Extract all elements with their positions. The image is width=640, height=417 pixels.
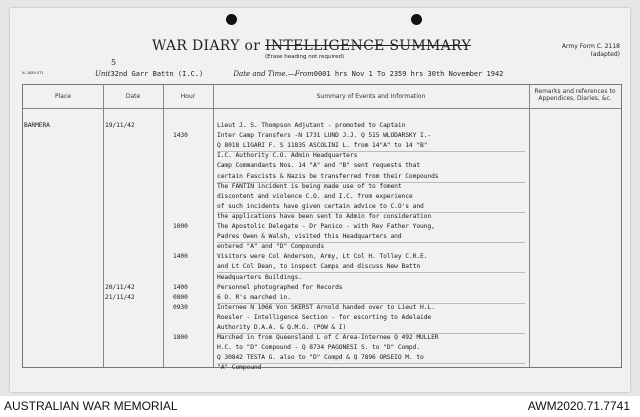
entry-hour: 0930	[173, 303, 188, 311]
form-tag: N. 1859 ST1	[22, 71, 44, 75]
entry-summary: Inter Camp Transfers -N 1731 LUND J.J. Q 515 WLODARSKY I.-	[217, 132, 432, 140]
form-subtitle: (Erase heading not required)	[265, 54, 345, 60]
entry-hour: 0800	[173, 293, 188, 301]
entry-summary: H.C. to "D" Compound - Q 8734 PAGONESI S. to "D" Compd.	[217, 344, 421, 352]
entry-summary: 6 O. R's marched in.	[217, 293, 291, 301]
date-time-label: Date and Time.—From	[233, 70, 314, 78]
entry-hour: 1000	[173, 223, 188, 230]
form-title	[152, 38, 471, 54]
col-header-place: Place	[55, 93, 71, 100]
page-number: 5	[111, 58, 117, 67]
unit-line	[95, 70, 503, 78]
punch-hole	[411, 14, 422, 25]
entry-summary: and Lt Col Dean, to inspect Camps and discuss New Battn	[217, 263, 421, 271]
col-header-summary: Summary of Events and Information	[316, 93, 426, 100]
entry-summary: Q 8018 LIGARI F. S 11835 ASCOLINI L. from 14"A" to 14 "B"	[217, 142, 428, 150]
col-header-date: Date	[125, 93, 141, 100]
entry-hour: 1400	[173, 283, 188, 291]
entry-hour: 1400	[173, 253, 188, 261]
entry-summary: Personnel photographed for Records	[217, 283, 343, 291]
entry-summary: the applications have been sent to Admin for consideration	[217, 212, 432, 220]
title-or: or	[244, 38, 261, 54]
entry-hour: 1800	[173, 334, 188, 342]
entry-summary: Q 30842 TESTA G. also to "D" Compd & Q 7896 ORSEIO M. to	[217, 354, 424, 362]
entry-summary: Lieut J. S. Thompson Adjutant - promoted to Captain	[217, 122, 406, 129]
entry-summary: Padres Owen & Walsh, visited this Headquarters and	[217, 233, 402, 241]
army-form-ref	[562, 43, 620, 59]
entry-summary: Visitors were Col Anderson, Army, Lt Col H. Tolley C.R.E.	[217, 253, 428, 261]
col-header-remarks: Remarks and references to Appendices, Diaries, &c.	[534, 88, 616, 102]
entry-summary: Internee N 1066 Von SKERST Arnold handed over to Lieut H.L.	[217, 303, 435, 311]
col-header-hour: Hour	[180, 93, 196, 100]
entry-summary: Camp Commandants Nos. 14 "A" and "B" sent requests that	[217, 162, 421, 170]
army-form-number: Army Form C. 2118	[561, 43, 620, 50]
archive-reference: AWM2020.71.7741	[527, 399, 630, 413]
entry-summary: discontent and violence C.O. and I.C. from experience	[217, 192, 413, 200]
entry-summary: I.C. Authority C.O. Admin Headquarters	[217, 152, 358, 160]
title-prefix: WAR DIARY	[152, 38, 240, 54]
entry-summary: Authority D.A.A. & Q.M.G. (POW & I)	[217, 324, 347, 331]
entry-summary: Roesler - Intelligence Section - for escorting to Adelaide	[217, 313, 432, 321]
entry-hour: 1430	[173, 132, 188, 140]
diary-entry-row	[23, 362, 621, 374]
entry-summary: Headquarters Buildings.	[217, 273, 302, 281]
header-divider	[23, 108, 621, 109]
entry-summary: entered "A" and "D" Compounds	[217, 243, 325, 251]
entry-date: 20/11/42	[105, 283, 135, 291]
entry-summary: The Apostolic Delegate - Dr Panico - with Rev Father Young,	[217, 223, 435, 230]
entry-summary: "A" Compound	[217, 364, 262, 372]
archive-footer	[0, 396, 640, 417]
entry-summary: Marched in from Queensland L of C Area-Internee Q 492 MULLER	[217, 334, 439, 342]
entry-summary: of such incidents have given certain advice to C.O's and	[217, 202, 424, 210]
entry-date: 21/11/42	[105, 293, 135, 301]
entry-place: BARMERA	[24, 122, 50, 129]
entry-summary: The FANTIN incident is being made use of to foment	[217, 182, 402, 190]
punch-hole	[226, 14, 237, 25]
unit-label: Unit	[95, 70, 111, 78]
unit-value: 32nd Garr Battn (I.C.)	[110, 70, 204, 78]
archive-name: AUSTRALIAN WAR MEMORIAL	[4, 399, 178, 413]
army-form-adapted: (adapted)	[590, 51, 620, 58]
entry-summary: certain Fascists & Nazis be transferred from their Compounds	[217, 172, 439, 180]
date-time-value: 0001 hrs Nov 1 To 2359 hrs 30th November 1942	[313, 70, 504, 78]
title-struck: INTELLIGENCE SUMMARY	[264, 38, 472, 54]
entry-date: 19/11/42	[105, 122, 135, 129]
diary-table	[22, 84, 622, 372]
